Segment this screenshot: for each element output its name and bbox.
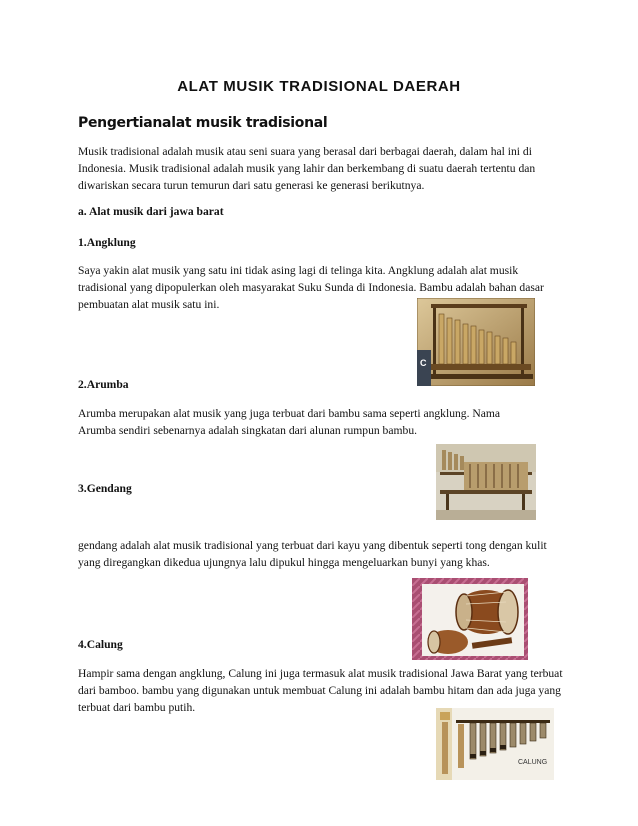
angklung-paragraph: Saya yakin alat musik yang satu ini tidak asing lagi di telinga kita. Angklung adalah alat musik tradisional yang dipopulerkan oleh masyarakat Suku Sunda di Indonesia. Bambu adalah bahan dasar pembuatan alat musik satu ini. — [78, 264, 544, 311]
calung-illustration — [436, 708, 554, 780]
calung-image — [436, 708, 554, 780]
angklung-illustration — [417, 298, 535, 386]
arumba-illustration — [436, 444, 536, 520]
angklung-image-letter: C — [420, 358, 427, 368]
arumba-heading: 2.Arumba — [78, 378, 129, 391]
section-a-heading: a. Alat musik dari jawa barat — [78, 205, 224, 218]
section-subheading: Pengertianalat musik tradisional — [78, 115, 328, 131]
arumba-image — [436, 444, 536, 520]
gendang-image — [412, 578, 528, 660]
calung-heading: 4.Calung — [78, 638, 123, 651]
calung-paragraph: Hampir sama dengan angklung, Calung ini juga termasuk alat musik tradisional Jawa Barat yang terbuat dari bamboo. bambu yang digunakan untuk membuat Calung ini adalah bambu hitam dan ada juga yang terbuat dari bambu putih. — [78, 667, 563, 714]
arumba-paragraph: Arumba merupakan alat musik yang juga terbuat dari bambu sama seperti angklung. Nama Arumba sendiri sebenarnya adalah singkatan dari alunan rumpun bambu. — [78, 407, 501, 437]
intro-paragraph: Musik tradisional adalah musik atau seni suara yang berasal dari berbagai daerah, dalam hal ini di Indonesia. Musik tradisional adalah musik yang lahir dan berkembang di suatu daerah tertentu dan diwariskan secara turun temurun dari satu generasi ke generasi berikutnya. — [78, 145, 536, 192]
gendang-illustration — [412, 578, 528, 660]
angklung-heading: 1.Angklung — [78, 236, 136, 249]
document-title: ALAT MUSIK TRADISIONAL DAERAH — [177, 78, 461, 95]
gendang-paragraph: gendang adalah alat musik tradisional yang terbuat dari kayu yang dibentuk seperti tong dengan kulit yang diregangkan dikedua ujungnya lalu dipukul hingga mengeluarkan bunyi yang khas. — [78, 539, 547, 569]
gendang-heading: 3.Gendang — [78, 482, 132, 495]
angklung-image — [417, 298, 535, 386]
calung-image-caption: CALUNG — [518, 759, 548, 766]
